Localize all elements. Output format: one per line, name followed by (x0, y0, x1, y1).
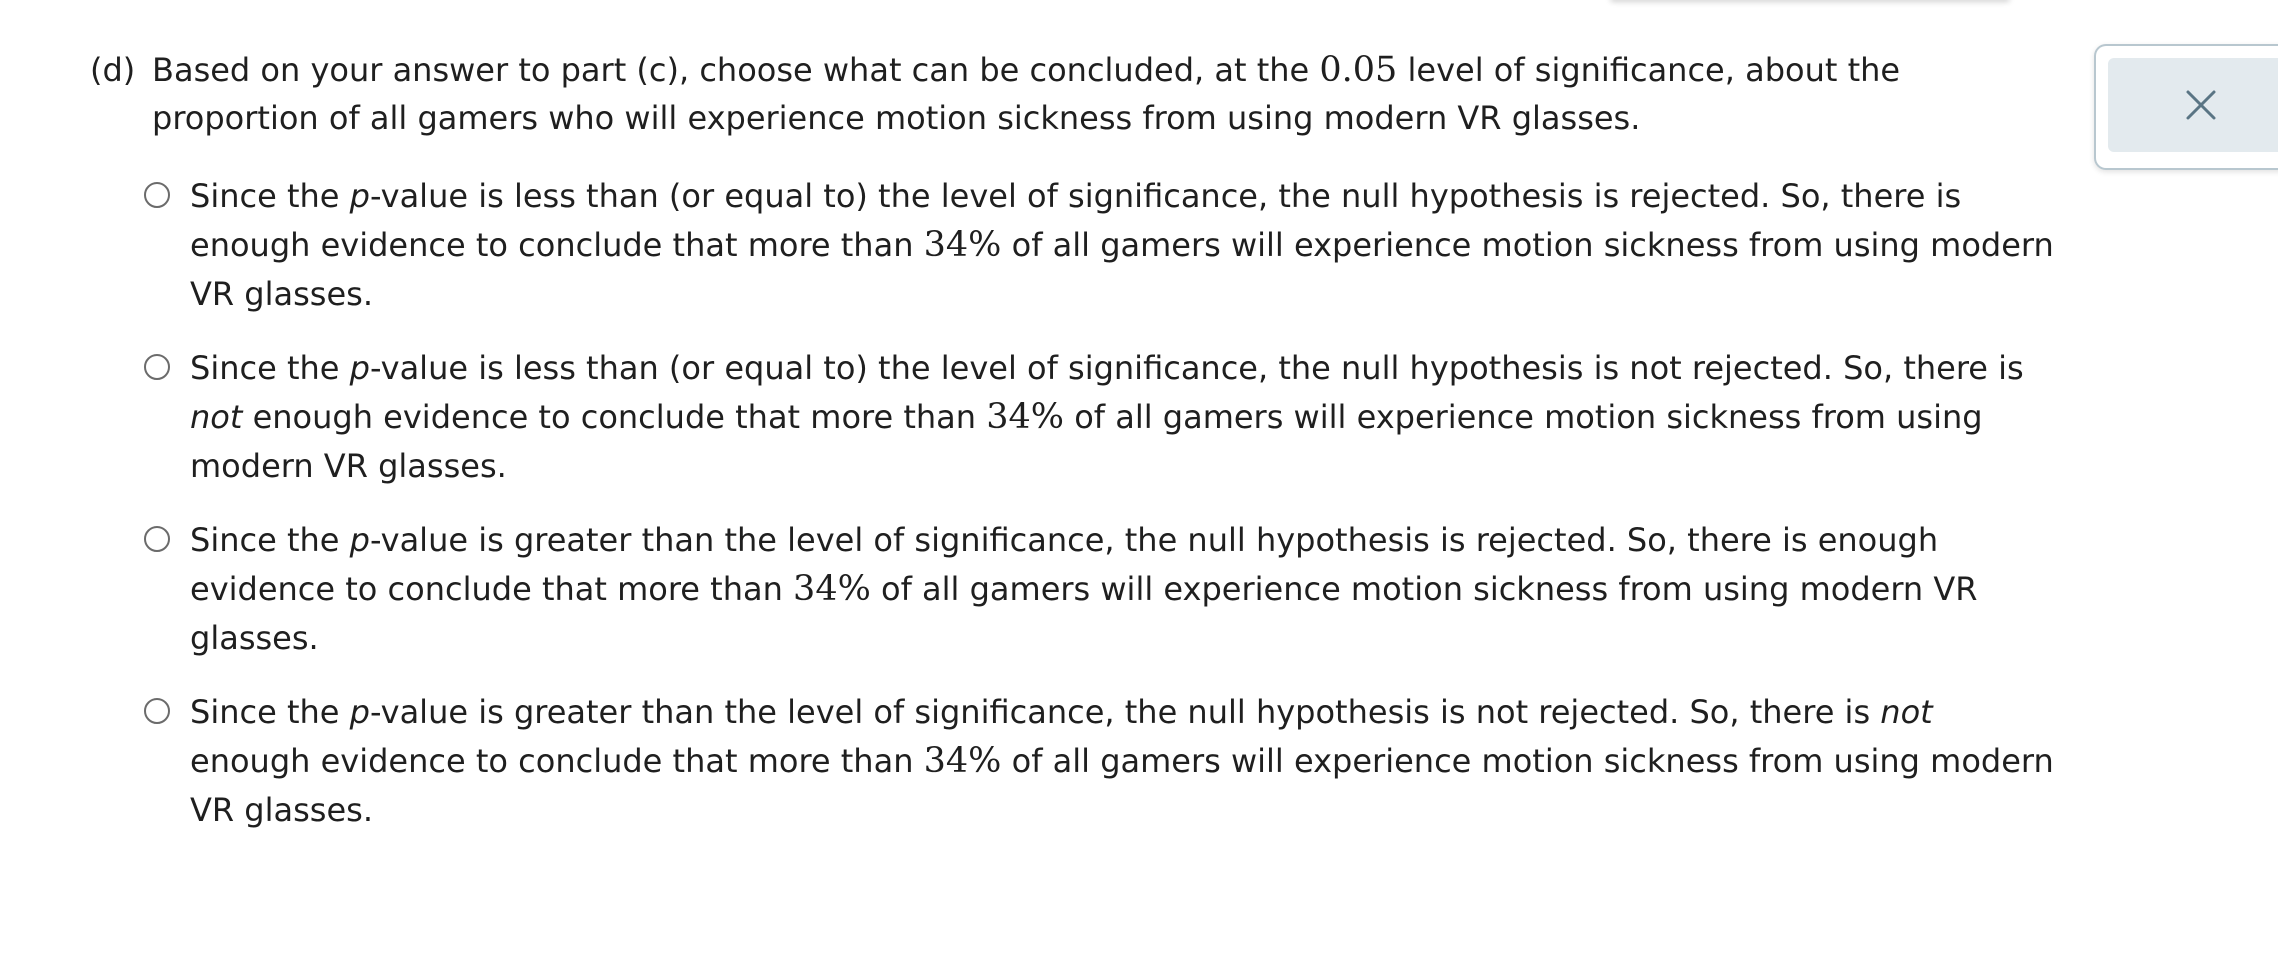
option-text: -value is less than (or equal to) the level of significance, the null hypothesis is not rejected. So, there is (369, 349, 2024, 387)
question-label: (d) (90, 51, 136, 89)
side-panel (2094, 44, 2278, 170)
option-text: -value is greater than the level of significance, the null hypothesis is not rejected. So, there is (369, 693, 1881, 731)
significance-level: 0.05 (1319, 50, 1398, 90)
emphasis-not: not (190, 398, 243, 436)
option-text: -value is less than (or equal to) the level of significance, the null hypothesis is rejected. So, there is enough evidence to conclude that more than (190, 177, 1962, 264)
question-text-after: level of significance, about the proportion of all gamers who will experience motion sickness from using modern VR glasses. (152, 51, 1901, 137)
radio-button[interactable] (144, 182, 170, 208)
p-symbol: p (349, 177, 370, 215)
radio-button[interactable] (144, 354, 170, 380)
option-text: of all gamers will experience motion sickness from using modern VR glasses. (190, 226, 2054, 313)
p-symbol: p (349, 349, 370, 387)
option-text: Since the (190, 177, 350, 215)
question-d (90, 46, 2050, 142)
question-text (152, 46, 2050, 142)
radio-button[interactable] (144, 698, 170, 724)
option-text: -value is greater than the level of significance, the null hypothesis is rejected. So, there is enough evidence to conclude that more than (190, 521, 1939, 608)
emphasis-not: not (1880, 693, 1933, 731)
percent-value: 34% (923, 741, 1002, 781)
option-text: enough evidence to conclude that more than (190, 742, 924, 780)
percent-value: 34% (923, 225, 1002, 265)
option-4[interactable] (142, 688, 2062, 835)
option-text: Since the (190, 693, 350, 731)
option-text: enough evidence to conclude that more than (242, 398, 987, 436)
percent-value: 34% (986, 397, 1065, 437)
p-symbol: p (349, 521, 370, 559)
option-text: of all gamers will experience motion sickness from using modern VR glasses. (190, 742, 2054, 829)
option-text: of all gamers will experience motion sickness from using modern VR glasses. (190, 398, 1983, 485)
answer-options (142, 172, 2062, 860)
option-text: Since the (190, 521, 350, 559)
option-text: of all gamers will experience motion sickness from using modern VR glasses. (190, 570, 1978, 657)
option-3[interactable] (142, 516, 2062, 663)
close-icon[interactable] (2184, 88, 2218, 122)
option-2[interactable] (142, 344, 2062, 491)
option-1[interactable] (142, 172, 2062, 319)
percent-value: 34% (793, 569, 871, 609)
p-symbol: p (349, 693, 370, 731)
question-text-before: Based on your answer to part (c), choose what can be concluded, at the (152, 51, 1320, 89)
radio-button[interactable] (144, 526, 170, 552)
close-button[interactable] (2108, 58, 2278, 152)
option-text: Since the (190, 349, 350, 387)
